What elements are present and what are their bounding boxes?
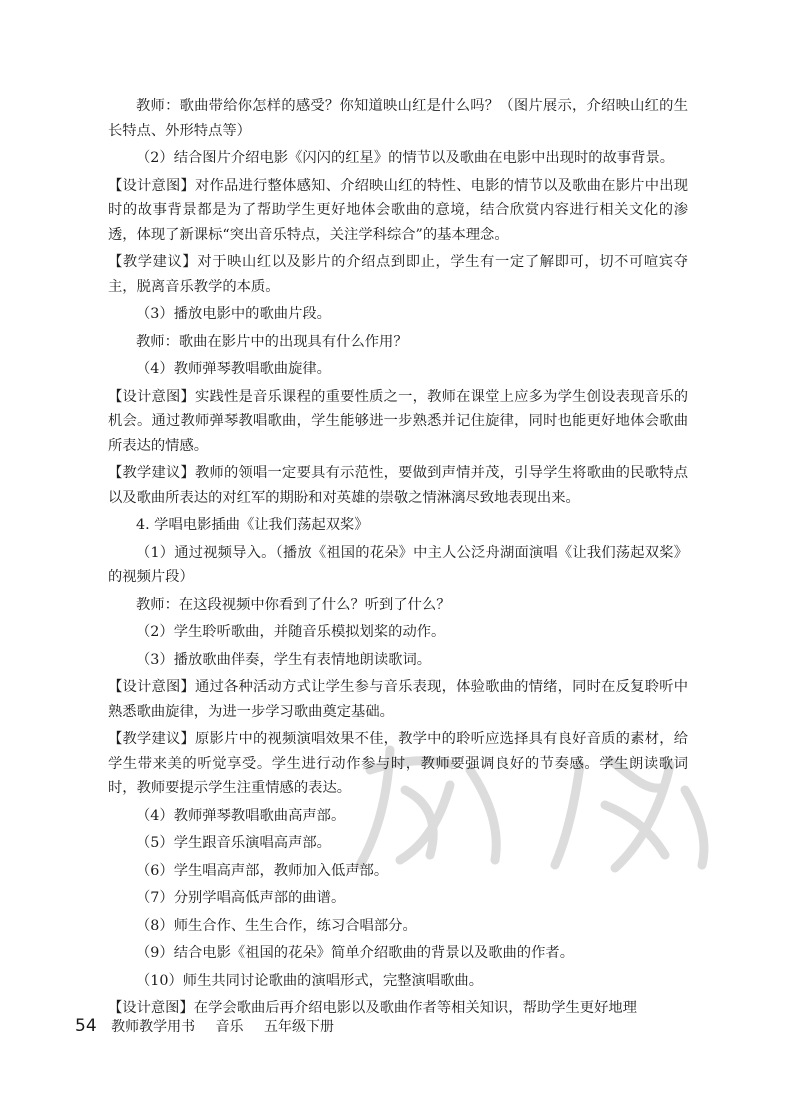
paragraph: 教师：歌曲在影片中的出现具有什么作用？: [136, 333, 408, 350]
grade-label: 五年级下册: [264, 1019, 334, 1035]
paragraph: 教师：歌曲带给你怎样的感受？你知道映山红是什么吗？（图片展示，介绍映山红的生长特点、外形特点等）: [108, 98, 688, 139]
paragraph: 【设计意图】通过各种活动方式让学生参与音乐表现，体验歌曲的情绪，同时在反复聆听中熟悉歌曲旋律，为进一步学习歌曲奠定基础。: [108, 679, 688, 720]
paragraph: （7）分别学唱高低声部的曲谱。: [136, 890, 346, 906]
section-heading: 4. 学唱电影插曲《让我们荡起双桨》: [136, 517, 369, 533]
paragraph: 【教学建议】原影片中的视频演唱效果不佳，教学中的聆听应选择具有良好音质的素材，给学生带来美的听觉享受。学生进行动作参与时，教师要强调良好的节奏感。学生朗读歌词时，教师要提示学生注重情感的表达。: [108, 731, 688, 796]
paragraph: （2）结合图片介绍电影《闪闪的红星》的情节以及歌曲在电影中出现时的故事背景。: [136, 150, 675, 166]
paragraph: （3）播放电影中的歌曲片段。: [136, 306, 331, 322]
paragraph: 教师：在这段视频中你看到了什么？听到了什么？: [136, 596, 451, 613]
paragraph: （1）通过视频导入。（播放《祖国的花朵》中主人公泛舟湖面演唱《让我们荡起双桨》的视频片段）: [108, 544, 688, 585]
paragraph: （4）教师弹琴教唱歌曲旋律。: [136, 361, 331, 377]
paragraph: （2）学生聆听歌曲，并随音乐模拟划桨的动作。: [136, 624, 446, 640]
paragraph: （4）教师弹琴教唱歌曲高声部。: [136, 807, 346, 824]
page-body: [108, 94, 688, 1024]
page-number: 54: [75, 1016, 97, 1036]
paragraph: 【教学建议】教师的领唱一定要具有示范性，要做到声情并茂，引导学生将歌曲的民歌特点以及歌曲所表达的对红军的期盼和对英雄的崇敬之情淋漓尽致地表现出来。: [108, 465, 688, 506]
paragraph: （10）师生共同讨论歌曲的演唱形式，完整演唱歌曲。: [136, 972, 484, 989]
paragraph: 【设计意图】在学会歌曲后再介绍电影以及歌曲作者等相关知识，帮助学生更好地理: [108, 1000, 637, 1016]
paragraph: （6）学生唱高声部，教师加入低声部。: [136, 862, 389, 879]
book-title: 教师教学用书: [111, 1019, 196, 1035]
paragraph: （3）播放歌曲伴奏，学生有表情地朗读歌词。: [136, 651, 432, 668]
paragraph: 【设计意图】对作品进行整体感知、介绍映山红的特性、电影的情节以及歌曲在影片中出现时的故事背景都是为了帮助学生更好地体会歌曲的意境，结合欣赏内容进行相关文化的渗透，体现了新课标“突出音乐特点，关注学科综合”的基本理念。: [108, 177, 688, 243]
paragraph: （8）师生合作、生生合作，练习合唱部分。: [136, 917, 417, 934]
paragraph: （5）学生跟音乐演唱高声部。: [136, 835, 331, 851]
page-footer: [75, 1014, 334, 1038]
paragraph: （9）结合电影《祖国的花朵》简单介绍歌曲的背景以及歌曲的作者。: [136, 945, 574, 961]
paragraph: 【教学建议】对于映山红以及影片的介绍点到即止，学生有一定了解即可，切不可喧宾夺主，脱离音乐教学的本质。: [108, 254, 688, 295]
subject-label: 音乐: [215, 1019, 244, 1035]
paragraph: 【设计意图】实践性是音乐课程的重要性质之一，教师在课堂上应多为学生创设表现音乐的机会。通过教师弹琴教唱歌曲，学生能够进一步熟悉并记住旋律，同时也能更好地体会歌曲所表达的情感。: [108, 388, 688, 454]
